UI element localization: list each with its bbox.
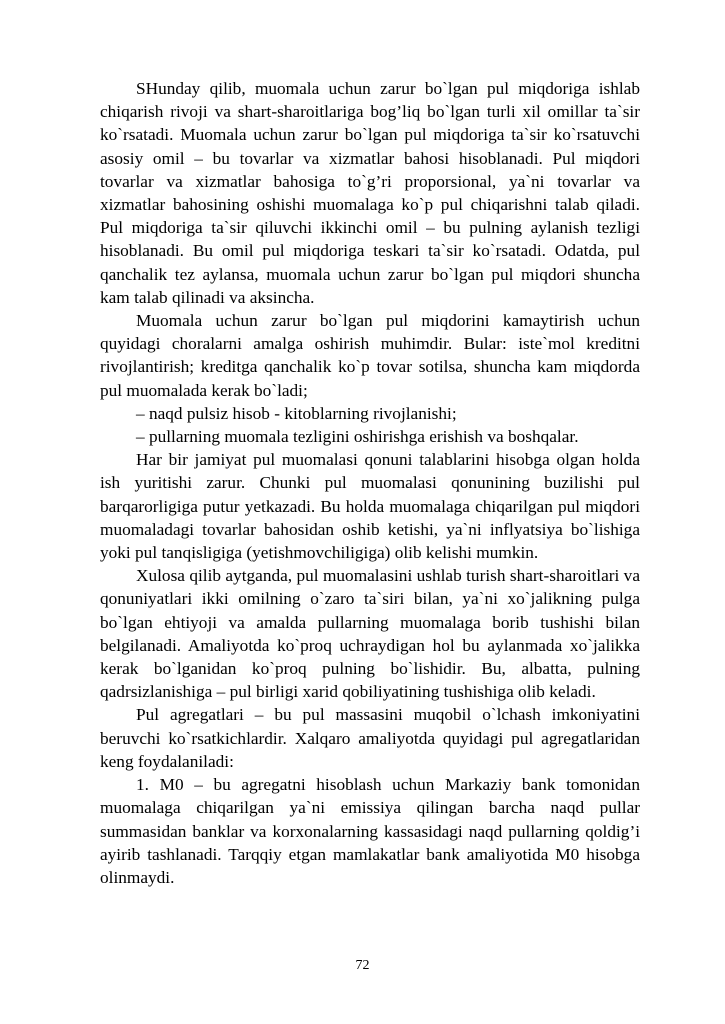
paragraph-money-aggregates: Pul agregatlari – bu pul massasini muqobil o`lchash imkoniyatini beruvchi ko`rsatkichlardir. Xalqaro amaliyotda quyidagi pul agregatlaridan keng foydalaniladi: [100, 705, 640, 771]
paragraph-conclusion: Xulosa qilib aytganda, pul muomalasini ushlab turish shart-sharoitlari va qonuniyatlari ikki omilning o`zaro ta`siri bilan, ya`ni xo`jalikning pulga bo`lgan ehtiyoji va amalda pullarning muomalaga borib tushishi bilan belgilanadi. Amaliyotda ko`proq uchraydigan hol bu aylanmada xo`jalikka kerak bo`lganidan ko`proq pulning bo`lishidir. Bu, albatta, pulning qadrsizlanishiga – pul birligi xarid qobiliyatining tushishiga olib keladi. [100, 566, 640, 702]
paragraph-circulation-law: Har bir jamiyat pul muomalasi qonuni talablarini hisobga olgan holda ish yuritishi zarur. Chunki pul muomalasi qonunining buzilishi pul barqarorligiga putur yetkazadi. Bu holda muomalaga chiqarilgan pul miqdori muomaladagi tovarlar bahosidan oshib ketishi, ya`ni inflyatsiya bo`lishiga yoki pul tanqisligiga (yetishmovchiligiga) olib kelishi mumkin. [100, 450, 640, 563]
document-page [100, 77, 640, 889]
page-number: 72 [355, 958, 370, 973]
list-item-velocity: – pullarning muomala tezligini oshirishga erishish va boshqalar. [136, 427, 579, 447]
paragraph-money-factors: SHunday qilib, muomala uchun zarur bo`lgan pul miqdoriga ishlab chiqarish rivoji va shart-sharoitlariga bog’liq bo`lgan turli xil omillar ta`sir ko`rsatadi. Muomala uchun zarur bo`lgan pul miqdoriga ta`sir ko`rsatuvchi asosiy omil – bu tovarlar va xizmatlar bahosi hisoblanadi. Pul miqdori tovarlar va xizmatlar bahosiga to`g’ri proporsional, ya`ni tovarlar va xizmatlar bahosining oshishi muomalaga ko`p pul chiqarishni talab qiladi. Pul miqdoriga ta`sir qiluvchi ikkinchi omil – bu pulning aylanish tezligi hisoblanadi. Bu omil pul miqdoriga teskari ta`sir ko`rsatadi. Odatda, pul qanchalik tez aylansa, muomala uchun zarur bo`lgan pul miqdori shuncha kam talab qilinadi va aksincha. [100, 79, 640, 307]
paragraph-reduction-measures: Muomala uchun zarur bo`lgan pul miqdorini kamaytirish uchun quyidagi choralarni amalga oshirish muhimdir. Bular: iste`mol kreditni rivojlantirish; kreditga qanchalik ko`p tovar sotilsa, shuncha kam miqdorda pul muomalada kerak bo`ladi; [100, 311, 640, 400]
paragraph-m0-aggregate: 1. M0 – bu agregatni hisoblash uchun Markaziy bank tomonidan muomalaga chiqarilgan ya`ni emissiya qilingan barcha naqd pullar summasidan banklar va korxonalarning kassasidagi naqd pullarning qoldig’i ayirib tashlanadi. Tarqqiy etgan mamlakatlar bank amaliyotida M0 hisobga olinmaydi. [100, 775, 640, 887]
list-item-cashless: – naqd pulsiz hisob - kitoblarning rivojlanishi; [136, 403, 457, 423]
